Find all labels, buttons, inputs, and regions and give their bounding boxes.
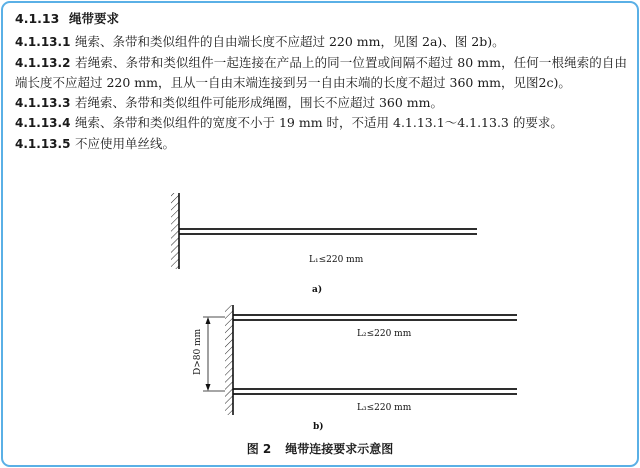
- label-l2: L₂≤220 mm: [357, 329, 412, 339]
- figure-caption-text: 绳带连接要求示意图: [285, 442, 394, 456]
- figure-caption-number: 图 2: [246, 442, 272, 456]
- clause-number: 4.1.13.5: [15, 136, 71, 151]
- figure-2-diagram: [3, 3, 639, 467]
- clause-text: 绳索、条带和类似组件的宽度不小于 19 mm 时，不适用 4.1.13.1～4.1.13.3 的要求。: [75, 115, 563, 130]
- figure-caption: [0, 440, 640, 457]
- clause-text: 不应使用单丝线。: [75, 135, 176, 151]
- clause-text: 若绳索、条带和类似组件一起连接在产品上的同一位置或间隔不超过 80 mm，任何一根绳索的自由端长度不应超过 220 mm，且从一自由末端连接到另一自由末端的长度不超过 360 mm，见图2c)。: [15, 54, 627, 90]
- document-frame: [1, 1, 639, 467]
- dim-arrow-bottom: [206, 384, 211, 391]
- clause-text: 若绳索、条带和类似组件可能形成绳圈，围长不应超过 360 mm。: [75, 94, 444, 110]
- label-l1: L₁≤220 mm: [309, 255, 364, 265]
- wall-hatch-a: [171, 193, 179, 269]
- clause-number: 4.1.13.2: [15, 55, 71, 70]
- wall-hatch-b: [225, 305, 233, 415]
- clause-text: 绳索、条带和类似组件的自由端长度不应超过 220 mm，见图 2a)、图 2b)。: [75, 34, 505, 49]
- clause-number: 4.1.13.3: [15, 95, 71, 110]
- label-d: D>80 mm: [193, 328, 203, 375]
- figure-b: [193, 305, 517, 432]
- clause-number: 4.1.13.1: [15, 35, 71, 49]
- subfigure-a-label: a): [312, 285, 323, 295]
- section-title: 绳带要求: [69, 11, 120, 26]
- label-l3: L₃≤220 mm: [357, 403, 412, 413]
- figure-a: [171, 193, 477, 295]
- dim-arrow-top: [206, 317, 211, 324]
- subfigure-b-label: b): [313, 422, 324, 432]
- clause-number: 4.1.13.4: [15, 116, 71, 130]
- section-number: 4.1.13: [15, 11, 60, 26]
